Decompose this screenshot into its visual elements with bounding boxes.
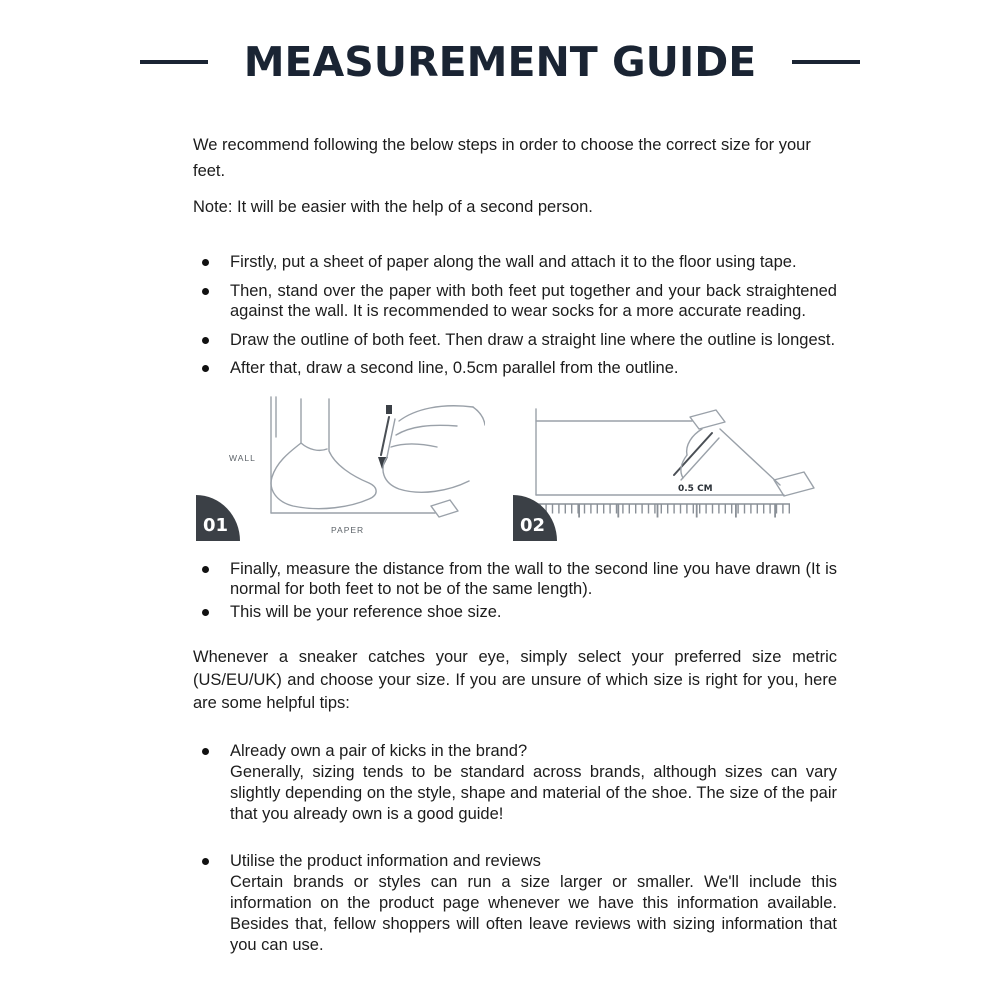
figure-foot-against-wall	[193, 393, 485, 541]
figure-ruler-measure	[510, 393, 822, 541]
tip-item-2	[193, 851, 837, 956]
step-item-5: Finally, measure the distance from the wall to the second line you have drawn (It is normal for both feet to not be of the same length).	[193, 559, 837, 600]
hand-top	[399, 405, 473, 420]
figure-badge-01: 01	[196, 495, 240, 541]
paper-top-flap	[690, 410, 725, 429]
wrist-line	[473, 407, 485, 425]
pencil	[381, 417, 389, 455]
paper-diagonal-edge	[720, 429, 780, 485]
tip-2-heading: Utilise the product information and reviews	[230, 852, 541, 870]
hand-finger-2	[391, 444, 437, 447]
step-item-4: After that, draw a second line, 0.5cm parallel from the outline.	[193, 358, 837, 379]
page-header	[0, 36, 1000, 88]
tips-intro-text: Whenever a sneaker catches your eye, simply select your preferred size metric (US/EU/UK) and choose your size. If you are unsure of which size is right for you, here are some helpful tips:	[193, 648, 837, 712]
pencil-line-2	[681, 438, 719, 480]
step-item-3: Draw the outline of both feet. Then draw a straight line where the outline is longest.	[193, 330, 837, 351]
guide-content	[193, 132, 837, 956]
foot-outline	[271, 399, 376, 509]
hand-palm	[383, 457, 469, 492]
step-item-6: This will be your reference shoe size.	[193, 602, 837, 623]
note-text: Note: It will be easier with the help of a second person.	[193, 198, 593, 216]
title-dash-right	[792, 60, 860, 64]
tips-list	[193, 741, 837, 956]
tip-item-1	[193, 741, 837, 825]
illustrations-row	[193, 393, 837, 541]
figure-badge-02: 02	[513, 495, 557, 541]
page-title: MEASUREMENT GUIDE	[243, 38, 757, 86]
foot-measure-illustration	[229, 395, 485, 537]
ruler-illustration	[526, 395, 816, 537]
intro-text: We recommend following the below steps in order to choose the correct size for your feet.	[193, 136, 811, 180]
ankle-line	[301, 443, 327, 450]
tip-1-body: Generally, sizing tends to be standard across brands, although sizes can vary slightly depending on the style, shape and material of the shoe. The size of the pair that you already own is a good guide!	[230, 763, 837, 823]
title-dash-left	[140, 60, 208, 64]
hand-finger-1	[396, 425, 457, 435]
tip-2-body: Certain brands or styles can run a size larger or smaller. We'll include this information on the product page whenever we have this information available. Besides that, fellow shoppers will often leave reviews with sizing information that you can use.	[230, 873, 837, 954]
pencil-line	[674, 433, 712, 475]
step-item-1: Firstly, put a sheet of paper along the wall and attach it to the floor using tape.	[193, 252, 837, 273]
half-cm-label: 0.5 CM	[678, 483, 713, 494]
final-steps-list	[193, 559, 837, 623]
wall-label: WALL	[229, 452, 256, 463]
paper-bottom-flap	[774, 472, 814, 496]
step-item-2: Then, stand over the paper with both feet put together and your back straightened against the wall. It is recommended to wear socks for a more accurate reading.	[193, 281, 837, 322]
paper-corner	[431, 500, 458, 517]
paper-label: PAPER	[331, 524, 365, 535]
pencil-top-mark	[386, 405, 392, 414]
tip-1-heading: Already own a pair of kicks in the brand?	[230, 742, 528, 760]
measurement-steps-list	[193, 252, 837, 379]
